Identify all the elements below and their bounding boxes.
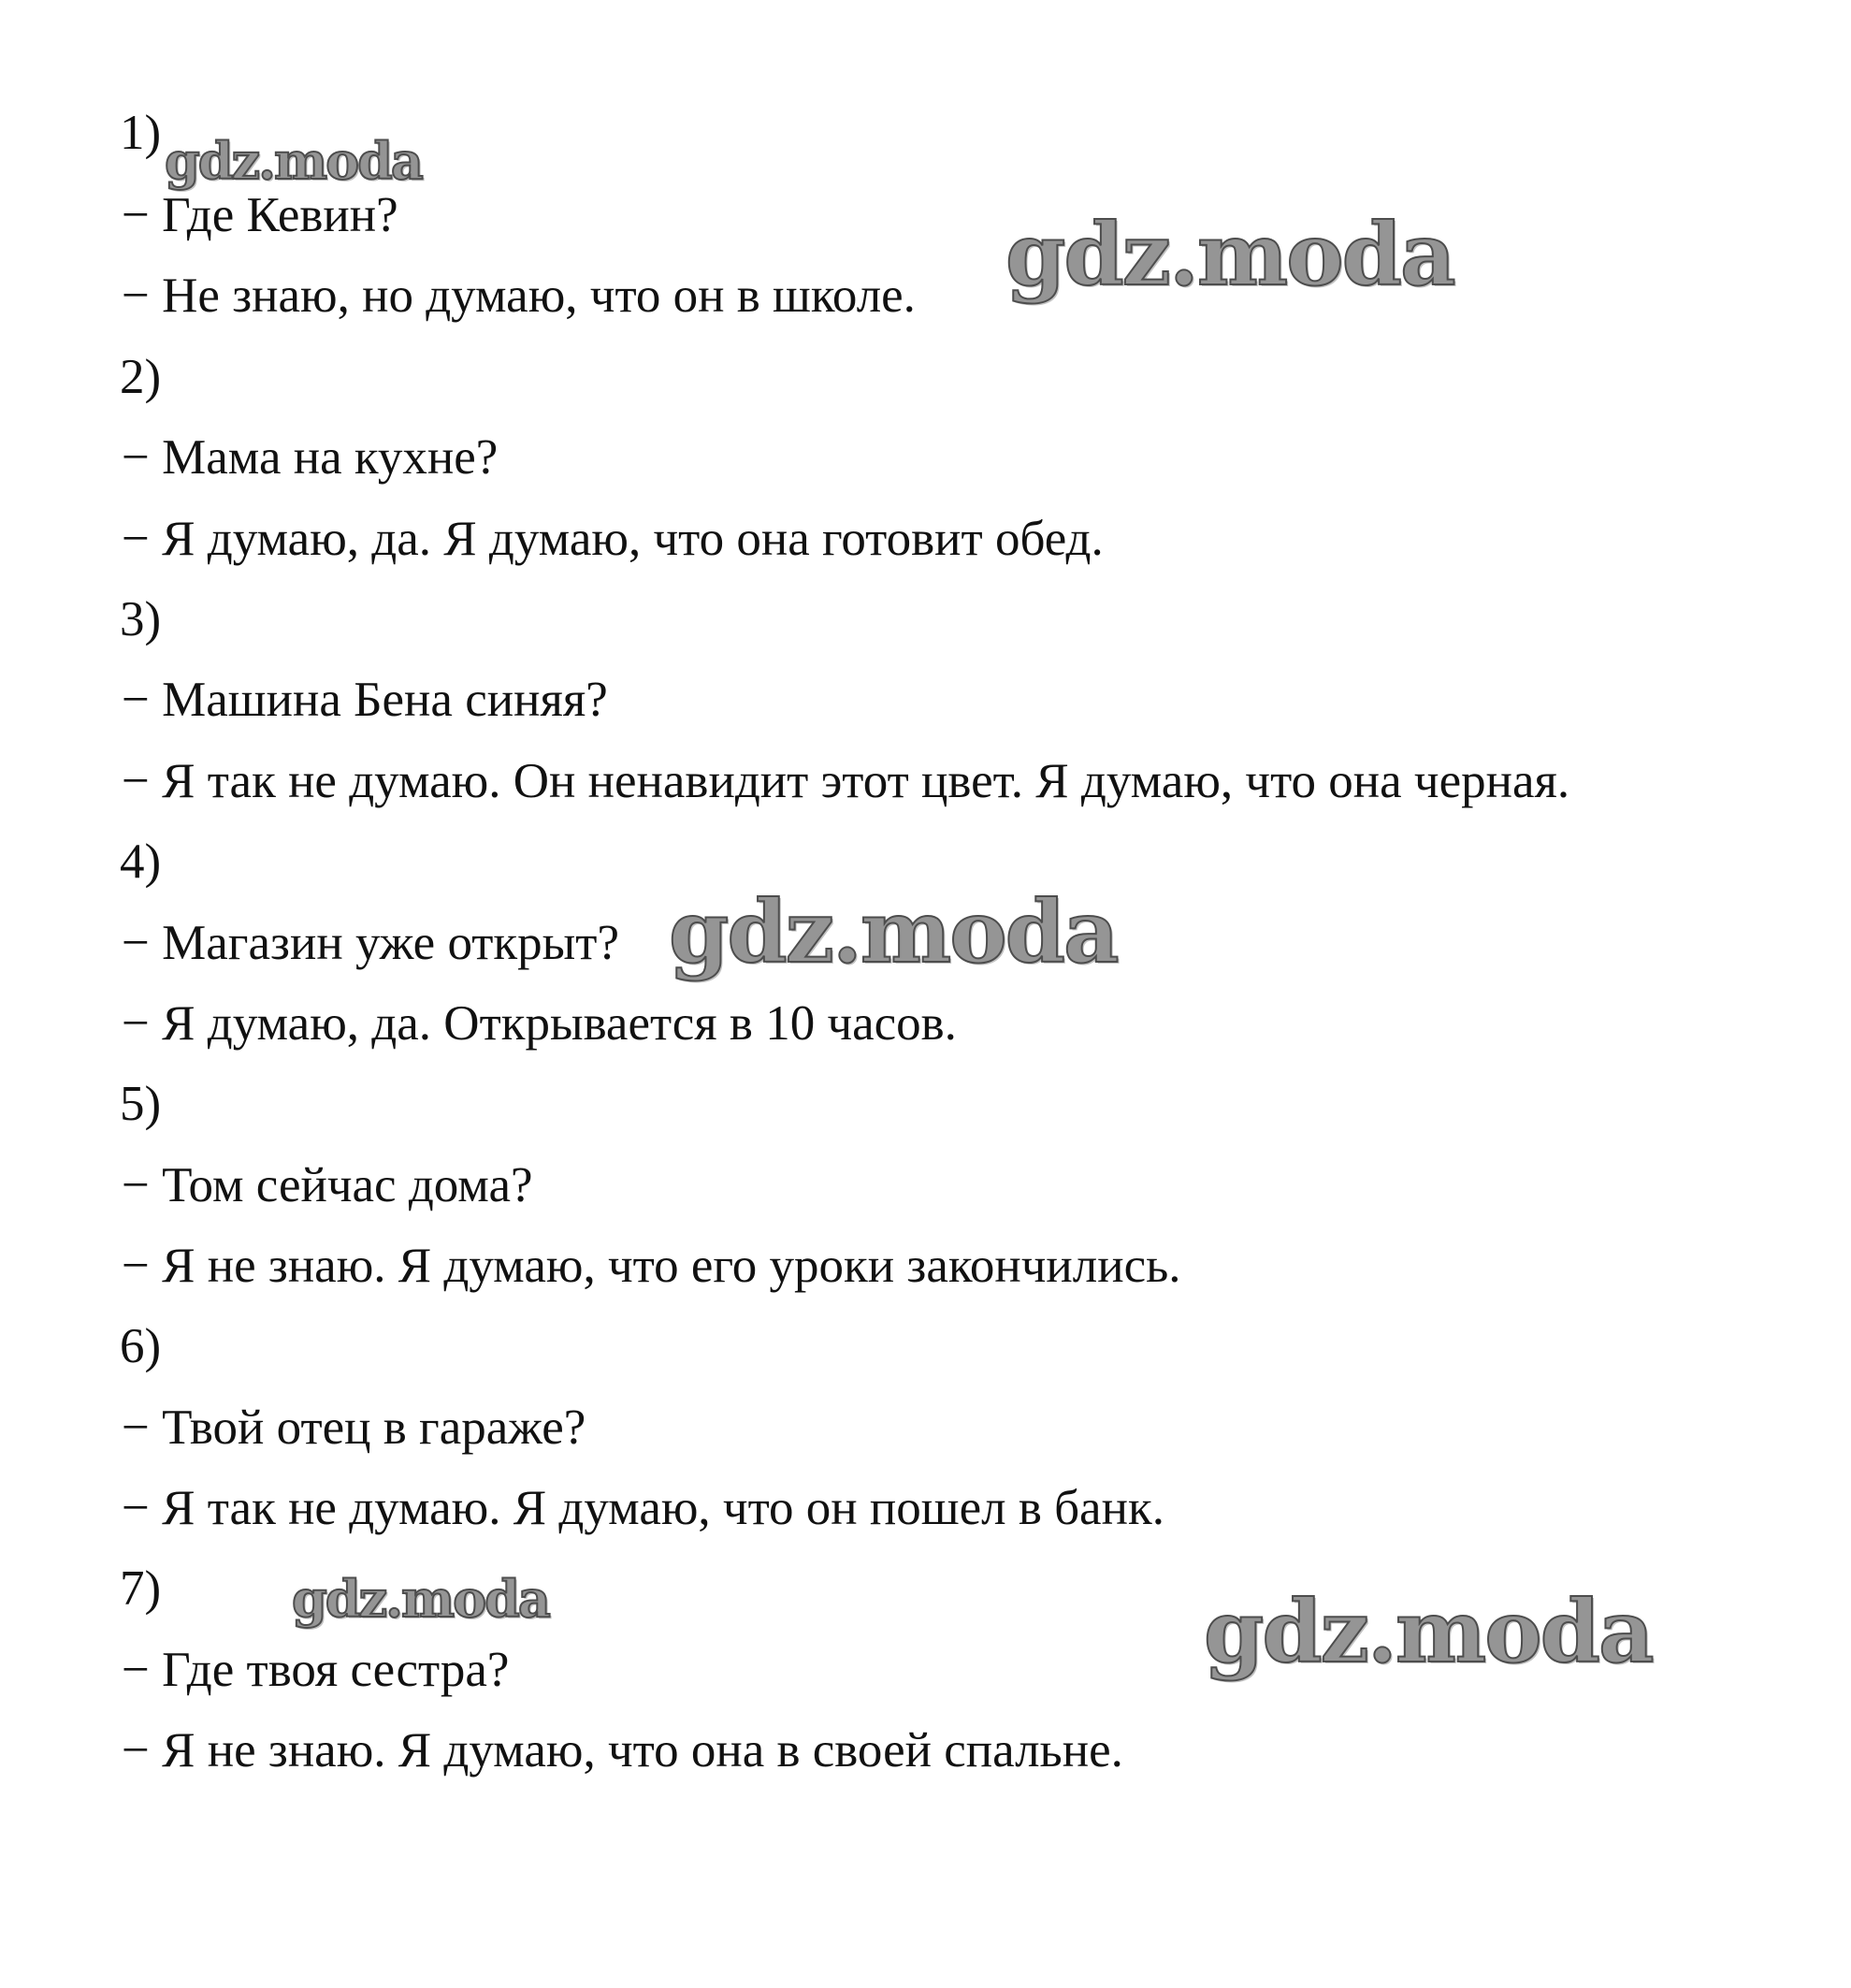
- dialogue-7-question: − Где твоя сестра?: [122, 1643, 510, 1697]
- dialogue-3-question: − Машина Бена синяя?: [122, 673, 608, 727]
- watermark-logo: gdz.moda: [1005, 204, 1454, 305]
- watermark-logo: gdz.moda: [669, 881, 1118, 982]
- dialogue-7-answer: − Я не знаю. Я думаю, что она в своей спальне.: [122, 1723, 1123, 1778]
- dialogue-6-question: − Твой отец в гараже?: [122, 1400, 586, 1455]
- dialogue-5-answer: − Я не знаю. Я думаю, что его уроки закончились.: [122, 1239, 1181, 1293]
- dialogue-2-number: 2): [120, 350, 162, 404]
- watermark-logo: gdz.moda: [292, 1569, 549, 1629]
- dialogue-2-question: − Мама на кухне?: [122, 430, 499, 485]
- dialogue-2-answer: − Я думаю, да. Я думаю, что она готовит обед.: [122, 512, 1104, 566]
- dialogue-5-number: 5): [120, 1077, 162, 1131]
- dialogue-3-answer: − Я так не думаю. Он ненавидит этот цвет. Я думаю, что она черная.: [122, 754, 1570, 808]
- dialogue-1-question: − Где Кевин?: [122, 188, 398, 242]
- dialogue-6-number: 6): [120, 1319, 162, 1373]
- dialogue-1-number: 1): [120, 106, 162, 160]
- dialogue-3-number: 3): [120, 592, 162, 646]
- dialogue-6-answer: − Я так не думаю. Я думаю, что он пошел в банк.: [122, 1481, 1164, 1535]
- dialogue-7-number: 7): [120, 1561, 162, 1616]
- dialogue-4-number: 4): [120, 834, 162, 889]
- dialogue-4-question: − Магазин уже открыт?: [122, 916, 619, 970]
- dialogue-4-answer: − Я думаю, да. Открывается в 10 часов.: [122, 996, 957, 1051]
- dialogue-5-question: − Том сейчас дома?: [122, 1158, 533, 1212]
- watermark-logo: gdz.moda: [165, 131, 422, 191]
- watermark-logo: gdz.moda: [1204, 1581, 1653, 1682]
- dialogue-1-answer: − Не знаю, но думаю, что он в школе.: [122, 268, 916, 323]
